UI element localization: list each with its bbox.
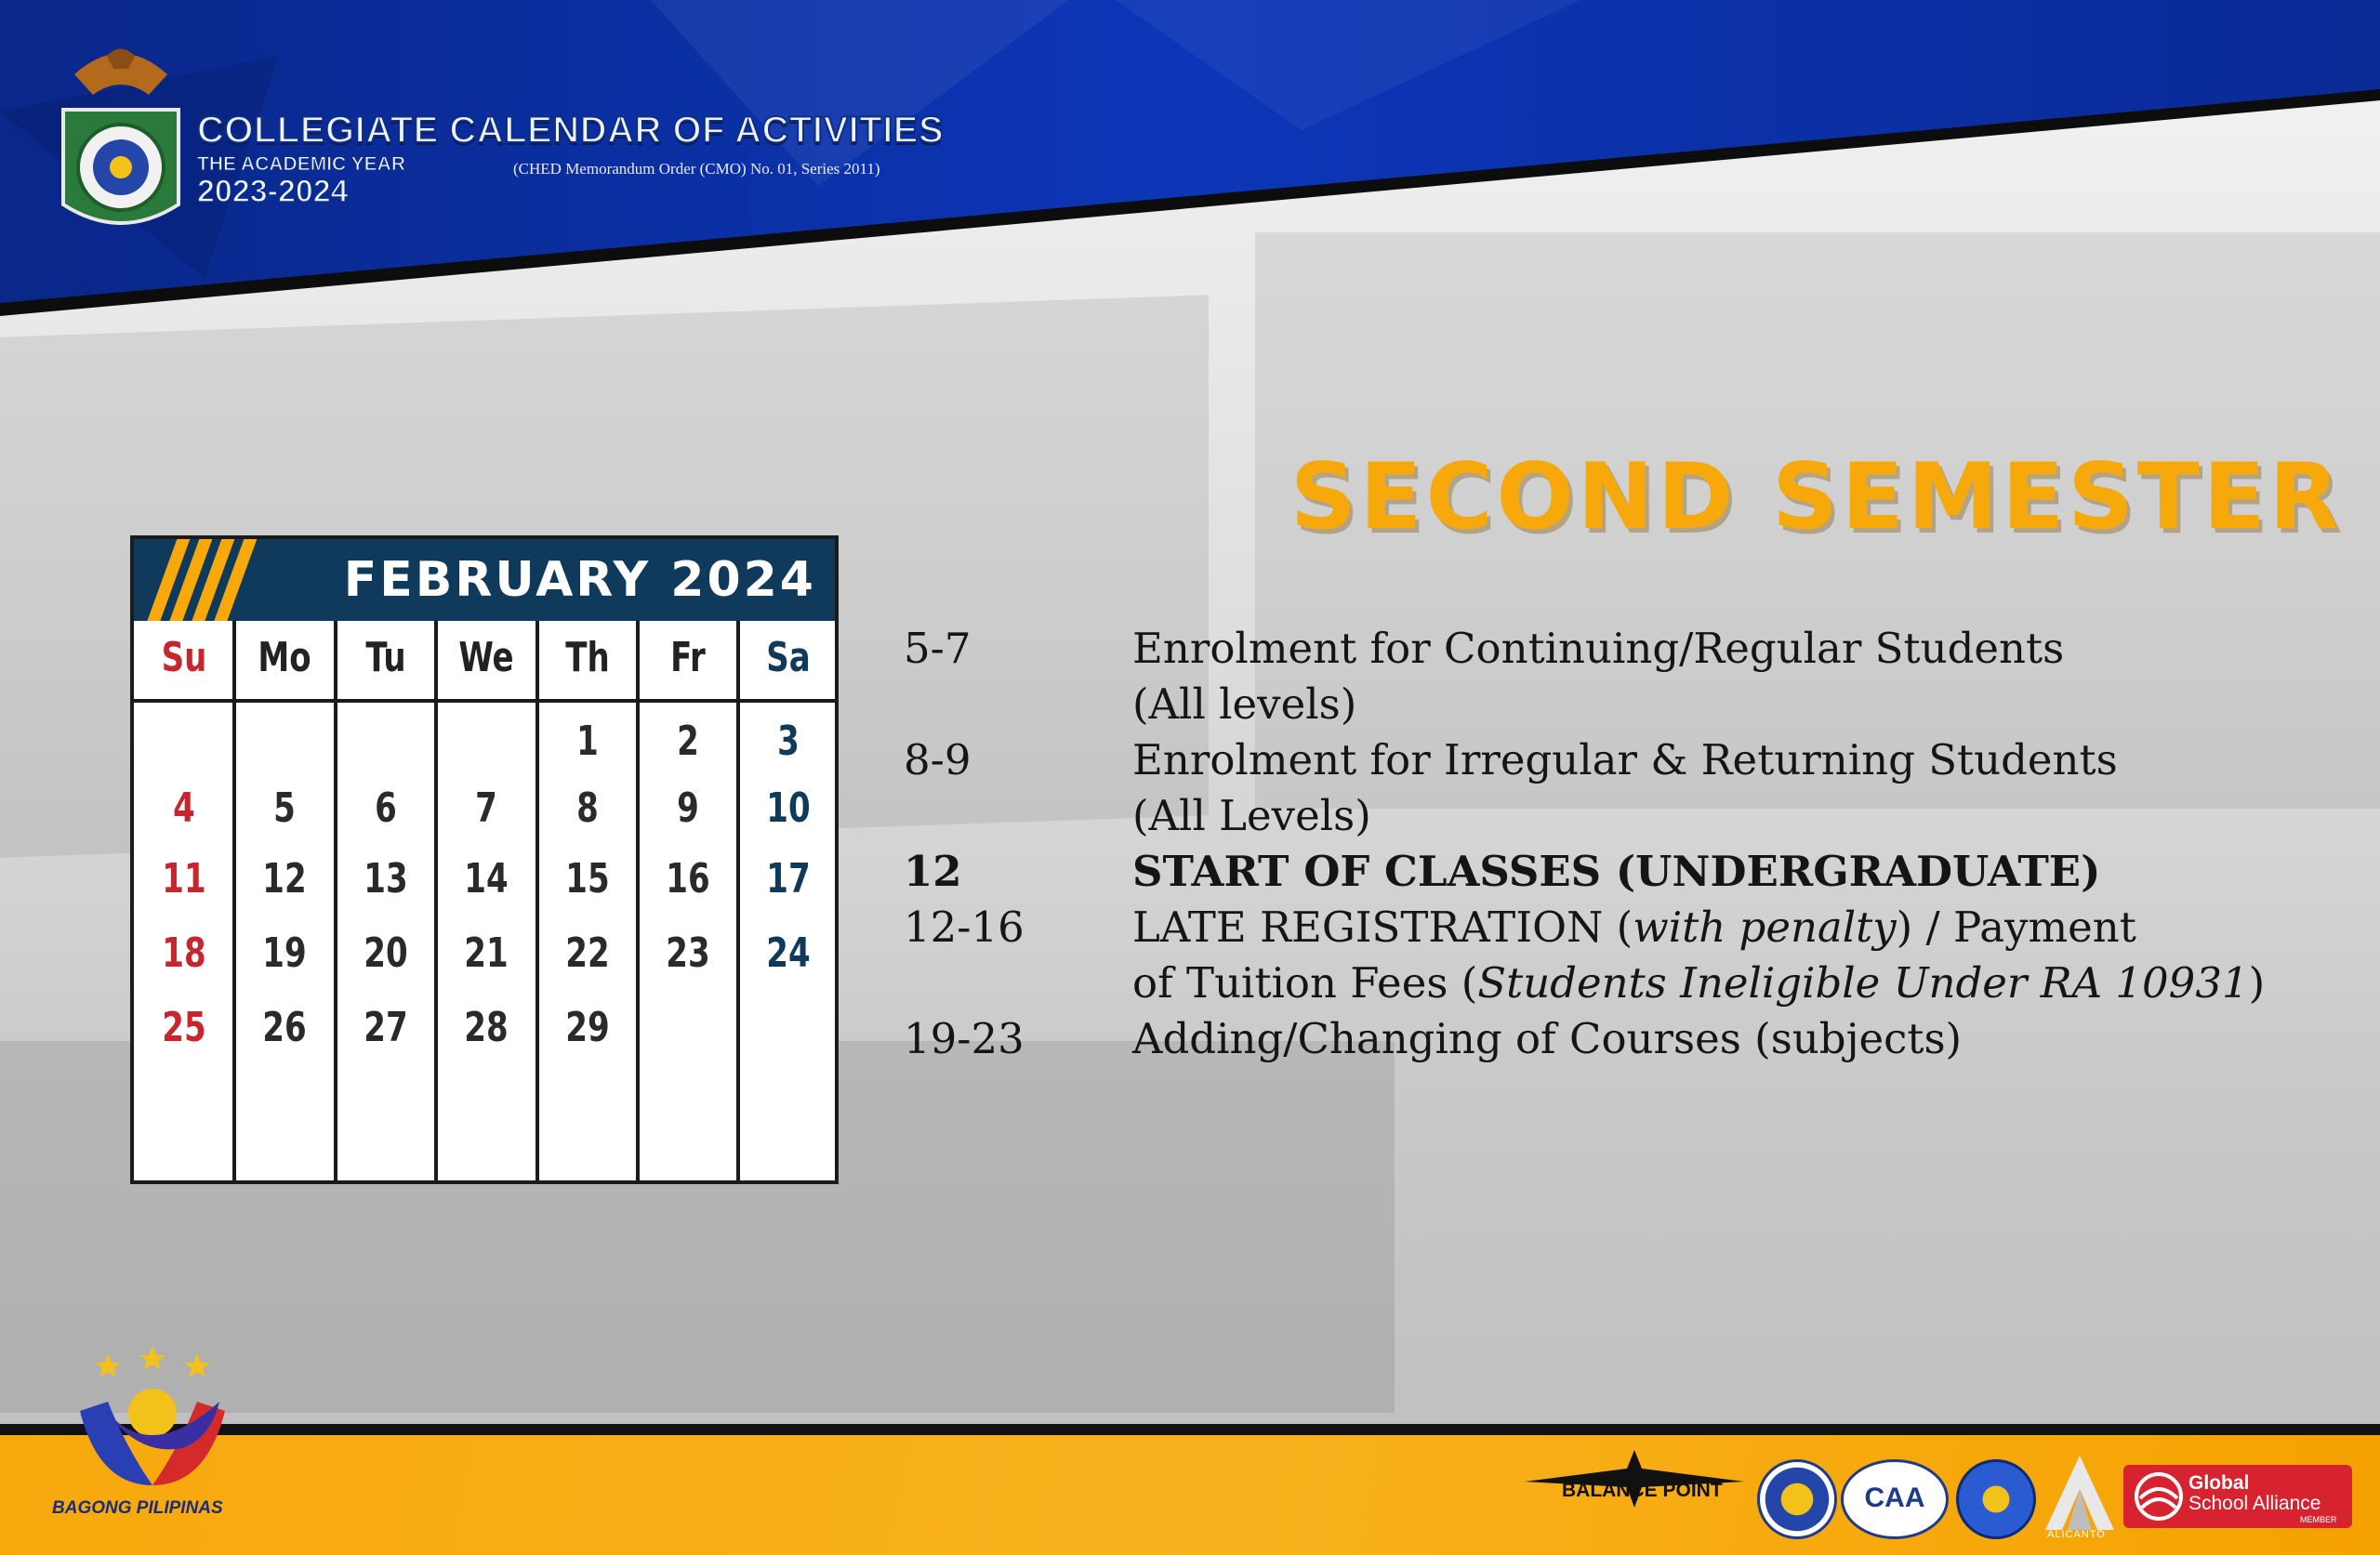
event-text-segment: Students Ineligible Under RA 10931: [1477, 958, 2249, 1008]
calendar-day: 2: [677, 718, 699, 765]
event-line: Enrolment for Irregular & Returning Students: [1132, 735, 2118, 784]
calendar-day: 12: [262, 855, 308, 903]
calendar-day: 3: [777, 718, 800, 765]
column-divider: [232, 621, 236, 1184]
event-row: [904, 732, 2354, 844]
calendar-day: 22: [564, 929, 610, 977]
event-text-segment: LATE REGISTRATION (: [1132, 903, 1633, 952]
event-text-segment: ) / Payment: [1896, 903, 2136, 952]
event-text-segment: with penalty: [1633, 903, 1897, 952]
event-row: [904, 1011, 2354, 1067]
event-description: [1132, 732, 2354, 844]
column-divider: [536, 621, 539, 1184]
february-calendar: [130, 535, 839, 1184]
calendar-day: 1: [575, 718, 599, 765]
calendar-day: 19: [262, 929, 308, 977]
calendar-day: 23: [666, 929, 710, 977]
event-description: [1132, 621, 2354, 732]
event-date: 5-7: [904, 624, 972, 673]
column-divider: [334, 621, 337, 1184]
calendar-day: 15: [564, 855, 610, 903]
calendar-day: 8: [575, 784, 599, 832]
balance-point-logo: [1521, 1450, 1748, 1515]
footer-divider: [0, 1424, 2380, 1435]
aaccup-seal-icon: [1956, 1459, 2036, 1539]
event-row: [904, 844, 2354, 900]
event-line: (All levels): [1132, 679, 1357, 729]
calendar-day: 18: [162, 929, 206, 977]
calendar-day: 13: [364, 855, 408, 903]
weekday-header-we: We: [458, 634, 514, 681]
event-line: (All Levels): [1132, 791, 1371, 840]
event-line: Enrolment for Continuing/Regular Students: [1132, 624, 2065, 673]
calendar-month-title: FEBRUARY 2024: [343, 552, 816, 608]
bagong-pilipinas-logo: [71, 1346, 234, 1495]
gsa-label-line1: Global: [2188, 1472, 2250, 1494]
calendar-day: 20: [364, 929, 408, 977]
calendar-day: 5: [273, 784, 297, 832]
calendar-grid: [134, 621, 835, 1184]
caa-label: CAA: [1864, 1483, 1925, 1513]
event-line: [1132, 955, 2354, 1011]
calendar-day: 27: [364, 1004, 408, 1051]
bagong-pilipinas-label: BAGONG PILIPINAS: [52, 1498, 223, 1518]
calendar-day: 14: [464, 855, 509, 903]
calendar-day: 24: [766, 929, 812, 977]
global-school-alliance-badge: [2123, 1465, 2352, 1528]
college-logo: [56, 37, 186, 242]
calendar-day: 10: [766, 784, 812, 832]
event-text-segment: ): [2248, 958, 2266, 1008]
calendar-day: 28: [464, 1004, 509, 1051]
weekday-header-mo: Mo: [258, 634, 312, 681]
header-banner: [0, 0, 2380, 335]
calendar-day: 6: [374, 784, 397, 832]
weekday-header-sa: Sa: [766, 634, 812, 681]
column-divider: [434, 621, 438, 1184]
calendar-day: 9: [677, 784, 699, 832]
event-date: 19-23: [904, 1014, 1025, 1063]
event-description: [1132, 1011, 2354, 1067]
calendar-day: 21: [464, 929, 509, 977]
calendar-header: [134, 539, 835, 621]
event-date: 12-16: [904, 903, 1025, 952]
event-row: [904, 900, 2354, 1011]
ched-seal-icon: [1757, 1459, 1837, 1539]
weekday-header-th: Th: [564, 634, 610, 681]
calendar-day: 25: [162, 1004, 206, 1051]
gsa-label-line2: School Alliance: [2188, 1493, 2321, 1514]
weekday-header-fr: Fr: [670, 634, 706, 681]
gsa-member-label: MEMBER: [2300, 1515, 2337, 1524]
calendar-day: 26: [262, 1004, 308, 1051]
weekday-header-tu: Tu: [365, 634, 406, 681]
semester-title: SECOND SEMESTER: [1289, 444, 2343, 550]
event-line: START OF CLASSES (UNDERGRADUATE): [1132, 847, 2101, 896]
caa-logo: [1841, 1459, 1949, 1539]
balance-point-label: BALANCE POINT: [1562, 1480, 1723, 1501]
event-text-segment: of Tuition Fees (: [1132, 958, 1478, 1008]
weekday-divider: [134, 699, 835, 703]
calendar-main-title: COLLEGIATE CALENDAR OF ACTIVITIES: [197, 110, 945, 151]
alicanto-logo: [2045, 1456, 2114, 1539]
ched-reference: (CHED Memorandum Order (CMO) No. 01, Series 2011): [513, 160, 880, 178]
event-description: [1132, 900, 2354, 1011]
academic-year-label: THE ACADEMIC YEAR: [197, 153, 406, 175]
academic-year-value: 2023-2024: [197, 174, 349, 209]
event-date: 12: [904, 847, 962, 896]
calendar-title-block: [197, 110, 944, 207]
column-divider: [736, 621, 740, 1184]
calendar-day: 7: [475, 784, 498, 832]
event-date: 8-9: [904, 735, 972, 784]
event-row: [904, 621, 2354, 732]
event-list: [904, 621, 2354, 1067]
event-description: [1132, 844, 2354, 900]
stripe-decoration: [152, 539, 264, 621]
calendar-day: 16: [666, 855, 710, 903]
calendar-day: 17: [766, 855, 812, 903]
alicanto-label: ALICANTO: [2047, 1529, 2106, 1540]
column-divider: [636, 621, 640, 1184]
event-line: [1132, 900, 2354, 955]
calendar-day: 29: [564, 1004, 610, 1051]
event-line: Adding/Changing of Courses (subjects): [1132, 1014, 1963, 1063]
weekday-header-su: Su: [161, 634, 207, 681]
calendar-day: 11: [162, 855, 206, 903]
calendar-day: 4: [173, 784, 195, 832]
gsa-globe-icon: [2133, 1470, 2185, 1522]
